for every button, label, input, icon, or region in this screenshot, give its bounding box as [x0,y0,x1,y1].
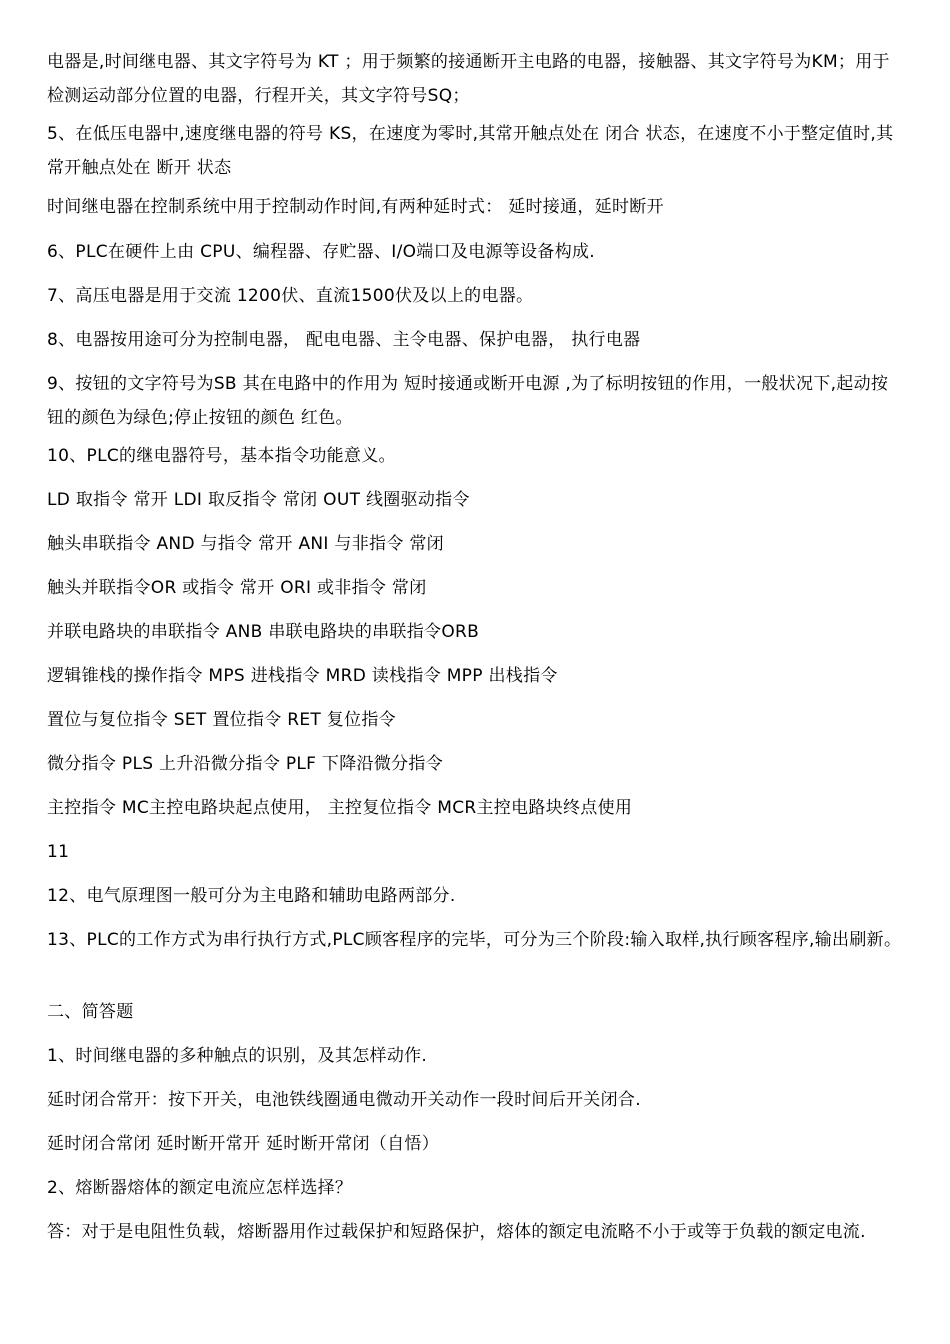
paragraph-anb-instructions: 并联电路块的串联指令 ANB 串联电路块的串联指令ORB [47,622,480,642]
question-2: 2、熔断器熔体的额定电流应怎样选择？ [47,1178,353,1198]
paragraph-mc-instructions: 主控指令 MC主控电路块起点使用， 主控复位指令 MCR主控电路块终点使用 [47,798,633,818]
paragraph-item-12: 12、电气原理图一般可分为主电路和辅助电路两部分. [47,886,456,906]
answer-1-line-2: 延时闭合常闭 延时断开常开 延时断开常闭（自悟） [47,1134,440,1154]
paragraph-ld-instructions: LD 取指令 常开 LDI 取反指令 常闭 OUT 线圈驱动指令 [47,490,470,510]
paragraph-stack-instructions: 逻辑锥栈的操作指令 MPS 进栈指令 MRD 读栈指令 MPP 出栈指令 [47,666,558,686]
paragraph-item-11: 11 [47,842,70,862]
paragraph-item-10: 10、PLC的继电器符号，基本指令功能意义。 [47,446,396,466]
section-heading-short-answer: 二、简答题 [47,1002,134,1022]
paragraph-item-9: 9、按钮的文字符号为SB 其在电路中的作用为 短时接通或断开电源 ,为了标明按钮的作用，一般状况下,起动按钮的颜色为绿色;停止按钮的颜色 红色。 [47,374,889,428]
paragraph-and-instructions: 触头串联指令 AND 与指令 常开 ANI 与非指令 常闭 [47,534,444,554]
paragraph-relay-symbols: 电器是,时间继电器、其文字符号为 KT ；用于频繁的接通断开主电路的电器，接触器、其文字符号为KM；用于检测运动部分位置的电器，行程开关，其文字符号SQ； [47,52,890,106]
paragraph-item-8: 8、电器按用途可分为控制电器， 配电电器、主令电器、保护电器， 执行电器 [47,330,641,350]
paragraph-set-instructions: 置位与复位指令 SET 置位指令 RET 复位指令 [47,710,396,730]
question-1: 1、时间继电器的多种触点的识别，及其怎样动作. [47,1046,428,1066]
paragraph-item-7: 7、高压电器是用于交流 1200伏、直流1500伏及以上的电器。 [47,286,534,306]
answer-2: 答：对于是电阻性负载，熔断器用作过载保护和短路保护，熔体的额定电流略不小于或等于负载的额定电流. [47,1222,866,1242]
paragraph-or-instructions: 触头并联指令OR 或指令 常开 ORI 或非指令 常闭 [47,578,427,598]
answer-1-line-1: 延时闭合常开：按下开关，电池铁线圈通电微动开关动作一段时间后开关闭合. [47,1090,641,1110]
paragraph-item-6: 6、PLC在硬件上由 CPU、编程器、存贮器、I/O端口及电源等设备构成. [47,242,596,262]
paragraph-item-13: 13、PLC的工作方式为串行执行方式,PLC顾客程序的完毕，可分为三个阶段:输入取样,执行顾客程序,输出刷新。 [47,930,902,950]
paragraph-pls-instructions: 微分指令 PLS 上升沿微分指令 PLF 下降沿微分指令 [47,754,444,774]
paragraph-item-5: 5、在低压电器中,速度继电器的符号 KS，在速度为零时,其常开触点处在 闭合 状态，在速度不小于整定值时,其常开触点处在 断开 状态 [47,124,894,178]
paragraph-time-relay: 时间继电器在控制系统中用于控制动作时间,有两种延时式： 延时接通，延时断开 [47,197,664,217]
